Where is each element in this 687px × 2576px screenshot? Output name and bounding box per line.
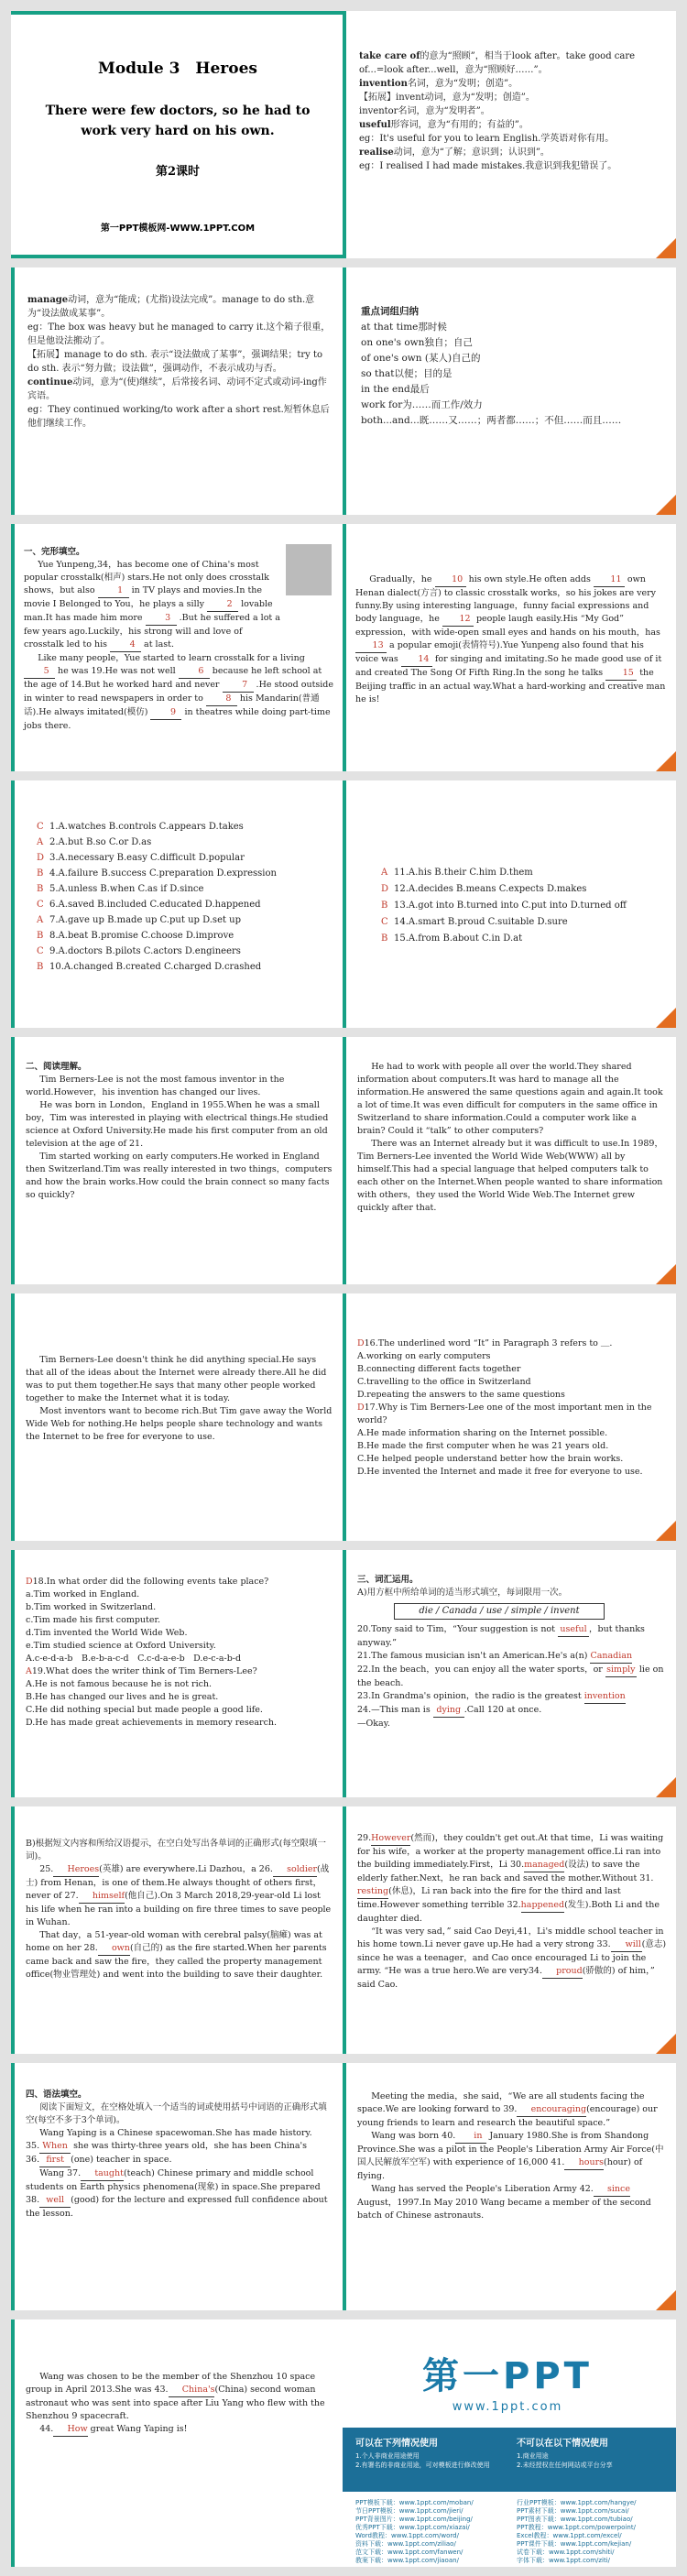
- corner-mark: [656, 2034, 676, 2054]
- question-option: e.Tim studied science at Oxford University.: [26, 1641, 216, 1651]
- choice-options: 14.A.smart B.proud C.suitable D.sure: [394, 917, 568, 927]
- accent-bar: [11, 2063, 15, 2310]
- passage-text: (China) second woman astronaut who was sent into space after Liu Yang who flew with the Shenzhou 9 spacecraft.: [26, 2385, 325, 2421]
- passage-paragraph: He had to work with people all over the world.They shared information about computers.It was hard to manage all the information.He answered the same questions again and again.It took a lot of time.It was even difficult for computers in the same office in Switzerland to share information.Could a computer work like a brain? Could it “talk” to other computers?: [357, 1062, 663, 1136]
- accent-bar: [343, 1550, 346, 1797]
- choice-options: 7.A.gave up B.made up C.put up D.set up: [49, 915, 242, 925]
- corner-mark: [656, 1008, 676, 1028]
- section-header: 四、语法填空。: [26, 2090, 87, 2100]
- forbidden-line: 2.未经授权在任何网站或平台分享: [517, 2461, 613, 2469]
- answer-blank: managed: [524, 1859, 564, 1872]
- answer-letter: D: [357, 1338, 365, 1348]
- answer-blank: in: [455, 2130, 486, 2144]
- accent-bar: [343, 2063, 346, 2310]
- question-option: d.Tim invented the World Wide Web.: [26, 1628, 188, 1638]
- corner-mark: [656, 495, 676, 515]
- question-option: b.Tim worked in Switzerland.: [26, 1602, 157, 1612]
- forbidden-line: 1.商业用途: [517, 2452, 549, 2460]
- choice-row: [37, 897, 335, 912]
- phrase-item: at that time那时候: [361, 322, 447, 333]
- passage-text: because he left school at the age of 14.But he worked hard and never: [24, 666, 322, 690]
- accent-bar: [343, 1037, 346, 1284]
- passage-text: 44.: [39, 2424, 54, 2434]
- example: eg：They continued working/to work after a short rest.短暂休息后他们继续工作。: [27, 405, 330, 429]
- answer-blank: However: [371, 1832, 410, 1846]
- resource-link[interactable]: 节日PPT模板：www.1ppt.com/jieri/: [355, 2507, 463, 2515]
- definition: 动词，意为“了解；意识到；认识到”。: [393, 147, 550, 158]
- lesson-subtitle: There were few doctors, so he had to work very hard on his own.: [45, 104, 311, 138]
- question-text: 19.What does the writer think of Tim Berners-Lee?: [31, 1666, 257, 1676]
- cloze-blank: 5: [24, 665, 55, 679]
- section-header: 重点词组归纳: [361, 306, 419, 317]
- choice-row: [37, 819, 335, 835]
- slide-reading-3: [11, 1293, 344, 1541]
- accent-bar: [343, 524, 346, 771]
- answer-blank: Canadian: [590, 1650, 632, 1664]
- corner-mark: [656, 2290, 676, 2310]
- answer-letter: A: [26, 1666, 32, 1676]
- corner-mark: [656, 1521, 676, 1541]
- cloze-blank: 1: [98, 584, 129, 598]
- forbidden-title: 不可以在以下情况使用: [517, 2439, 608, 2449]
- slide-phrases: [343, 267, 676, 515]
- choice-options: 15.A.from B.about C.in D.at: [394, 933, 523, 944]
- passage-text: great Wang Yaping is!: [90, 2424, 188, 2434]
- instruction: 阅读下面短文，在空格处填入一个适当的词或使用括号中词语的正确形式填空(每空不多于3个单词)。: [26, 2102, 327, 2125]
- passage-text: (teach) Chinese primary and middle school students on Earth physics phenomena(现象) in space.She prepared: [26, 2168, 321, 2192]
- question-option: A.He made information sharing on the Internet possible.: [357, 1428, 608, 1438]
- resource-link[interactable]: 范文下载：www.1ppt.com/fanwen/: [355, 2549, 463, 2556]
- choice-options: 5.A.unless B.when C.as if D.since: [49, 884, 204, 894]
- accent-bar: [343, 1293, 346, 1541]
- passage-text: (休息)，Li ran back into the fire for the third and last time.However something terrible 32.: [357, 1886, 621, 1910]
- passage-text: (他自己).On 3 March 2018,29-year-old Li lost his life when he ran into a building on fire three times to save people in Wuhan.: [26, 1891, 332, 1927]
- choice-row: [37, 912, 335, 928]
- answer-letter: B: [37, 868, 44, 879]
- passage-text: Wang 37.: [39, 2168, 82, 2178]
- answer-letter: D: [357, 1403, 365, 1413]
- resource-link[interactable]: 字体下载：www.1ppt.com/ziti/: [517, 2557, 611, 2564]
- expand-note: 【拓展】invent动词，意为“发明；创造”。: [359, 93, 535, 103]
- slide-choices-2: [343, 780, 676, 1028]
- answer-blank: Heroes: [53, 1863, 99, 1877]
- answer-letter: D: [381, 884, 389, 894]
- section-header: 二、阅读理解。: [26, 1062, 87, 1072]
- answer-blank: resting: [357, 1885, 388, 1899]
- site-credit: 第一PPT模板网-WWW.1PPT.COM: [100, 224, 256, 234]
- cloze-blank: 4: [110, 639, 141, 652]
- resource-link[interactable]: 优秀PPT下载：www.1ppt.com/xiazai/: [355, 2524, 470, 2531]
- passage-text: .He stood outside in winter to read newspapers in order to: [24, 680, 333, 704]
- answer-letter: B: [37, 931, 44, 941]
- instruction: A)用方框中所给单词的适当形式填空，每词限用一次。: [357, 1588, 568, 1598]
- slide-fill-1: [11, 1806, 344, 2054]
- passage-text: in TV plays and movies.In the movie I Belonged to You，he plays a silly: [24, 585, 263, 609]
- passage-text: January 1980.She is from Shandong Province.She was a pilot in the People's Liberation Army Air Force(中国人民解放军空军) with experience of 16,000 41.: [357, 2131, 664, 2167]
- section-header: 三、词汇运用。: [357, 1575, 419, 1585]
- usage-band: [343, 2428, 676, 2492]
- answer-blank: will: [611, 1938, 642, 1952]
- definition: 动词，意为“能成；(尤指)设法完成”。manage to do sth.意为“设法做成某事”。: [27, 295, 315, 319]
- question-text: ，but thanks anyway.”: [357, 1624, 645, 1648]
- question-option: A.He is not famous because he is not rich.: [26, 1679, 213, 1689]
- resource-link[interactable]: 资料下载：www.1ppt.com/ziliao/: [355, 2540, 456, 2548]
- answer-letter: B: [37, 962, 44, 972]
- answer-blank: himself: [79, 1890, 125, 1904]
- question-text: 21.The famous musician isn't an American.He's a(n): [357, 1651, 588, 1661]
- passage-text: 36.: [26, 2155, 40, 2165]
- passage-text: the Beijing traffic in an actual way.What a hard-working and creative man he is!: [355, 668, 666, 704]
- passage-text: Wang Yaping is a Chinese spacewoman.She has made history.: [39, 2128, 312, 2138]
- slide-choices-1: [11, 780, 344, 1028]
- choice-options: 3.A.necessary B.easy C.difficult D.popular: [49, 853, 245, 863]
- passage-text: (hour) of flying.: [357, 2157, 643, 2181]
- lesson-number: 第2课时: [155, 165, 201, 179]
- passage-text: 35.: [26, 2141, 40, 2151]
- resource-link[interactable]: 试卷下载：www.1ppt.com/shiti/: [517, 2549, 615, 2556]
- slide-questions-2: [11, 1550, 344, 1797]
- passage-paragraph: Tim Berners-Lee doesn't think he did anything special.He says that all of the ideas about the Internet were already there.All he did was to put them together.He says that many other people worked together to make the Internet what it is today.: [26, 1355, 327, 1403]
- question-text: 22.In the beach，you can enjoy all the water sports，or: [357, 1665, 603, 1675]
- question-option: C.travelling to the office in Switzerland: [357, 1377, 531, 1387]
- keyword: invention: [359, 79, 408, 89]
- definition: 形容词，意为“有用的；有益的”。: [390, 120, 529, 130]
- question-text: 16.The underlined word “It” in Paragraph 3 refers to ＿.: [364, 1338, 613, 1348]
- answer-blank: simply: [605, 1664, 637, 1677]
- passage-text: (发生).Both Li and the daughter died.: [357, 1900, 660, 1924]
- phrase-item: work for为……而工作/效力: [361, 399, 483, 410]
- resource-link[interactable]: PPT课件下载：www.1ppt.com/kejian/: [517, 2540, 632, 2548]
- passage-paragraph: Most inventors want to become rich.But Tim gave away the World Wide Web for nothing.He helps people share technology and wants the Internet to be free for everyone to use.: [26, 1406, 333, 1442]
- question-text: 23.In Grandma's opinion，the radio is the greatest: [357, 1691, 582, 1701]
- answer-blank: soldier: [273, 1863, 317, 1877]
- passage-text: at last.: [144, 639, 174, 649]
- answer-letter: C: [37, 946, 44, 956]
- passage-text: lovable man.It has made him more: [24, 599, 273, 623]
- passage-text: Wang has served the People's Liberation Army 42.: [371, 2184, 594, 2194]
- resource-link[interactable]: PPT素材下载：www.1ppt.com/sucai/: [517, 2507, 629, 2515]
- resource-link[interactable]: PPT图表下载：www.1ppt.com/tubiao/: [517, 2516, 633, 2523]
- choice-options: 12.A.decides B.means C.expects D.makes: [394, 884, 587, 894]
- choice-options: 2.A.but B.so C.or D.as: [49, 837, 152, 847]
- passage-text: Meeting the media，she said，“We are all students facing the space.We are looking forward to 39.: [357, 2091, 645, 2114]
- choice-row: [381, 865, 667, 881]
- passage-paragraph: He was born in London，England in 1955.When he was a small boy，Tim was interested in playing with electrical things.He studied science at Oxford University.He made his first computer from an old television at the age of 21.: [26, 1100, 329, 1149]
- answer-letter: B: [37, 884, 44, 894]
- question-option: c.Tim made his first computer.: [26, 1615, 160, 1625]
- passage-text: (战士) from Henan，is one of them.He always thought of others first，never of 27.: [26, 1864, 330, 1901]
- answer-letter: C: [37, 822, 44, 832]
- passage-text: people laugh easily.His “My God” expression，with wide-open small eyes and hands on his mouth，has: [355, 614, 660, 638]
- resource-link[interactable]: Word教程：www.1ppt.com/word/: [355, 2532, 459, 2539]
- accent-bar: [11, 2319, 15, 2567]
- resource-link[interactable]: 教案下载：www.1ppt.com/jiaoan/: [355, 2557, 459, 2564]
- choice-row: [381, 931, 667, 947]
- question-option: A.c-e-d-a-b B.e-b-a-c-d C.c-d-a-e-b D.e-c-a-b-d: [26, 1654, 242, 1664]
- choice-row: [37, 835, 335, 850]
- question-option: B.He made the first computer when he was 21 years old.: [357, 1441, 609, 1451]
- section-header: 一、完形填空。: [24, 547, 85, 557]
- choice-row: [381, 914, 667, 931]
- answer-blank: invention: [584, 1690, 626, 1704]
- cloze-blank: 11: [594, 573, 625, 587]
- cloze-blank: 3: [146, 612, 177, 626]
- keyword: realise: [359, 147, 394, 158]
- accent-bar: [11, 524, 15, 771]
- answer-blank: How: [53, 2423, 87, 2437]
- accent-bar: [11, 1806, 15, 2054]
- choice-row: [37, 928, 335, 944]
- resource-links: [343, 2494, 676, 2567]
- answer-letter: A: [37, 915, 44, 925]
- cloze-blank: 13: [355, 639, 387, 653]
- example: eg：It's useful for you to learn English.学英语对你有用。: [359, 134, 615, 144]
- brand-logo: 第一PPT: [422, 2355, 593, 2397]
- passage-text: August，1997.In May 2010 Wang became a member of the second batch of Chinese astronauts.: [357, 2198, 651, 2221]
- choice-row: [37, 944, 335, 959]
- passage-text: a popular emoji(表情符号).Yue Yunpeng also found that his voice was: [355, 640, 644, 664]
- answer-blank: encouraging: [517, 2103, 586, 2117]
- answer-letter: B: [381, 901, 388, 911]
- question-option: C.He did nothing special but made people a good life.: [26, 1705, 263, 1715]
- definition: 的意为“照顾”，相当于look after。take good care of...=look after...well，意为“照顾好……”。: [359, 51, 636, 75]
- slide-logo: [343, 2319, 676, 2567]
- cloze-blank: 9: [150, 706, 181, 720]
- passage-text: his Mandarin(普通话).He always imitated(模仿): [24, 693, 320, 717]
- cloze-blank: 8: [206, 693, 237, 706]
- passage-text: Wang was chosen to be the member of the Shenzhou 10 space group in April 2013.She was 43.: [26, 2372, 316, 2395]
- slide-reading-1: [11, 1037, 344, 1284]
- allowed-line: 2.有署名的非商业用途，可对模板进行修改使用: [355, 2461, 490, 2469]
- slide-fill-2: [343, 1806, 676, 2054]
- slide-title: [11, 11, 344, 258]
- keyword: take care of: [359, 51, 420, 61]
- answer-blank: taught: [81, 2167, 124, 2181]
- slide-vocab-1: [343, 11, 676, 258]
- slide-cloze-1: [11, 524, 344, 771]
- choice-options: 6.A.saved B.included C.educated D.happened: [49, 900, 261, 910]
- choice-row: [37, 866, 335, 881]
- example: eg：I realised I had made mistakes.我意识到我犯错误了。: [359, 161, 617, 171]
- allowed-line: 1.个人非商业用途使用: [355, 2452, 420, 2460]
- passage-text: (encourage) our young friends to learn and research the beautiful space.”: [357, 2104, 658, 2128]
- passage-text: 29.: [357, 1833, 372, 1843]
- answer-blank: useful: [558, 1623, 589, 1637]
- phrase-item: so that以便；目的是: [361, 368, 453, 379]
- corner-mark: [656, 1264, 676, 1284]
- answer-blank: since: [594, 2183, 630, 2197]
- slide-vocab-2: [11, 267, 344, 515]
- passage-paragraph: Tim started working on early computers.He worked in England then Switzerland.Tim was really interested in two things，computers and how the brain works.How could the brain connect so many facts so quickly?: [26, 1152, 333, 1200]
- choice-row: [37, 850, 335, 866]
- answer-letter: C: [37, 900, 44, 910]
- answer-blank: well: [39, 2194, 71, 2208]
- answer-blank: happened: [521, 1899, 564, 1913]
- choice-options: 10.A.changed B.created C.charged D.crashed: [49, 962, 262, 972]
- question-option: B.He has changed our lives and he is great.: [26, 1692, 219, 1702]
- accent-bar: [343, 11, 346, 258]
- choice-options: 8.A.beat B.promise C.choose D.improve: [49, 931, 234, 941]
- passage-text: she was thirty-three years old，she has been China's: [73, 2141, 308, 2151]
- word-box: die / Canada / use / simple / invent: [394, 1603, 605, 1620]
- cloze-blank: 15: [605, 667, 637, 681]
- accent-bar: [343, 267, 346, 515]
- expand-note: 【拓展】manage to do sth. 表示“设法做成了某事”，强调结果；try to do sth. 表示“努力做；设法做”，强调动作，不表示成功与否。: [27, 350, 323, 374]
- resource-link[interactable]: 行业PPT模板：www.1ppt.com/hangye/: [517, 2499, 637, 2506]
- cloze-blank: 6: [179, 665, 210, 679]
- passage-text: 38.: [26, 2195, 40, 2205]
- answer-letter: C: [381, 917, 388, 927]
- question-text: .Call 120 at once.: [463, 1705, 542, 1715]
- corner-mark: [656, 238, 676, 258]
- corner-mark: [656, 1777, 676, 1797]
- corner-mark: [656, 751, 676, 771]
- definition: inventor名词，意为“发明者”。: [359, 106, 490, 116]
- accent-bar: [11, 1550, 15, 1797]
- choice-options: 9.A.doctors B.pilots C.actors D.engineers: [49, 946, 241, 956]
- passage-text: Like many people，Yue started to learn crosstalk for a living: [38, 653, 305, 663]
- accent-bar: [11, 780, 15, 1028]
- answer-letter: D: [37, 853, 45, 863]
- passage-text: Yue Yunpeng,34，has become one of China's most popular crosstalk(相声) stars.He not only does crosstalk shows，but also: [24, 560, 269, 595]
- accent-bar: [11, 255, 344, 258]
- answer-letter: B: [381, 933, 388, 944]
- answer-letter: D: [26, 1577, 33, 1587]
- passage-text: in theatres while doing part-time jobs there.: [24, 707, 331, 731]
- slide-grammar-3: [11, 2319, 344, 2567]
- resource-link[interactable]: PPT教程：www.1ppt.com/powerpoint/: [517, 2524, 636, 2531]
- phrase-item: both...and...既……又……；两者都……；不但……而且……: [361, 415, 622, 426]
- cloze-blank: 14: [401, 653, 432, 667]
- passage-text: (意志) since he was a teenager，and Cao once encouraged Li to join the army. “He was a true hero.We are very34.: [357, 1939, 667, 1976]
- accent-bar: [11, 11, 344, 15]
- passage-paragraph: There was an Internet already but it was difficult to use.In 1989，Tim Berners-Lee invented the World Wide Web(WWW) all by himself.This had a special language that helped computers talk to each other on the Internet.When people wanted to share information with others，they used the World Wide Web.The Internet grew quickly after that.: [357, 1139, 663, 1213]
- passage-text: (good) for the lecture and expressed full confidence about the lesson.: [26, 2195, 328, 2219]
- question-option: B.connecting different facts together: [357, 1364, 521, 1374]
- cloze-blank: 10: [435, 573, 466, 587]
- allowed-title: 可以在下列情况使用: [355, 2439, 438, 2449]
- phrase-item: of one's own (某人)自己的: [361, 353, 481, 364]
- question-option: D.He has made great achievements in memory research.: [26, 1718, 278, 1728]
- slide-grammar-1: [11, 2063, 344, 2310]
- definition: 动词，意为“(使)继续”，后常接名词、动词不定式或动词-ing作宾语。: [27, 377, 327, 401]
- answer-blank: dying: [433, 1704, 464, 1718]
- accent-bar: [343, 780, 346, 1028]
- choice-options: 11.A.his B.their C.him D.them: [394, 868, 533, 878]
- slide-questions-1: [343, 1293, 676, 1541]
- question-option: D.repeating the answers to the same questions: [357, 1390, 565, 1400]
- question-option: A.working on early computers: [357, 1351, 491, 1361]
- keyword: useful: [359, 120, 391, 130]
- passage-text: “It was very sad，” said Cao Deyi,41，Li's middle school teacher in his home town.Li never gave up.He had a very strong 33.: [357, 1927, 664, 1949]
- answer-blank: hours: [564, 2156, 604, 2170]
- passage-text: Gradually，he: [369, 574, 432, 584]
- slide-cloze-2: [343, 524, 676, 771]
- answer-blank: China's: [169, 2384, 215, 2397]
- passage-text: he was 19.He was not well: [58, 666, 176, 676]
- keyword: continue: [27, 377, 73, 387]
- passage-text: That day，a 51-year-old woman with cerebral palsy(脑瘫) was at home on her 28.: [26, 1930, 322, 1953]
- resource-link[interactable]: Excel教程：www.1ppt.com/excel/: [517, 2532, 622, 2539]
- question-text: —Okay.: [357, 1719, 390, 1729]
- cloze-blank: 12: [442, 613, 474, 627]
- cloze-blank: 7: [223, 679, 254, 693]
- answer-letter: A: [37, 837, 44, 847]
- passage-paragraph: Tim Berners-Lee is not the most famous inventor in the world.However，his invention has changed our lives.: [26, 1075, 285, 1097]
- instruction: B)根据短文内容和所给汉语提示，在空白处写出各单词的正确形式(每空限填一词)。: [26, 1839, 326, 1861]
- brand-url: www.1ppt.com: [452, 2400, 563, 2414]
- question-option: a.Tim worked in England.: [26, 1589, 140, 1599]
- cloze-blank: 2: [207, 598, 238, 612]
- choice-options: 1.A.watches B.controls C.appears D.takes: [49, 822, 244, 832]
- question-text: 20.Tony said to Tim，“Your suggestion is not: [357, 1624, 555, 1634]
- choice-options: 13.A.got into B.turned into C.put into D.turned off: [394, 901, 627, 911]
- passage-text: (设法) to save the elderly father.Next，he ran back and saved the mother.Without 31.: [357, 1860, 654, 1883]
- passage-text: (one) teacher in space.: [71, 2155, 172, 2165]
- passage-text: (英雄) are everywhere.Li Dazhou，a 26.: [99, 1864, 273, 1874]
- resource-link[interactable]: PPT背景图片：www.1ppt.com/beijing/: [355, 2516, 473, 2523]
- choice-row: [37, 881, 335, 897]
- answer-blank: proud: [542, 1965, 583, 1979]
- question-text: 18.In what order did the following events take place?: [32, 1577, 269, 1587]
- slide-vocab-use: [343, 1550, 676, 1797]
- passage-text: his own style.He often adds: [468, 574, 591, 584]
- choice-options: 4.A.failure B.success C.preparation D.expression: [49, 868, 277, 879]
- definition: 名词，意为“发明；创造”。: [407, 79, 518, 89]
- question-option: C.He helped people understand better how the brain works.: [357, 1454, 624, 1464]
- accent-bar: [343, 1806, 346, 2054]
- passage-text: for singing and imitating.So he made good use of it and created The Song Of Fifth Ring.In the song he talks: [355, 654, 662, 678]
- question-text: 24.—This man is: [357, 1705, 431, 1715]
- phrase-item: in the end最后: [361, 384, 430, 395]
- passage-text: .But he suffered a lot a few years ago.Luckily，his strong will and love of crosstalk led to his: [24, 613, 280, 649]
- passage-text: (自己的) as the fire started.When her parents came back and saw the fire，they called the property management office(物业管理处) and went into the building to save their daughter.: [26, 1943, 327, 1980]
- slide-grammar-2: [343, 2063, 676, 2310]
- question-text: 17.Why is Tim Berners-Lee one of the most important men in the world?: [357, 1403, 652, 1425]
- resource-link[interactable]: PPT模板下载：www.1ppt.com/moban/: [355, 2499, 474, 2506]
- answer-blank: own: [98, 1942, 130, 1956]
- answer-blank: When: [39, 2140, 71, 2154]
- accent-bar: [11, 267, 15, 515]
- choice-row: [381, 881, 667, 898]
- question-text: lie on the beach.: [357, 1665, 664, 1688]
- passage-text: (然而)，they couldn't get out.At that time，Li was waiting for his wife，a worker at the property management office.Li ran into the building immediately.First，Li 30.: [357, 1833, 664, 1870]
- passage-text: Wang was born 40.: [371, 2131, 456, 2141]
- keyword: manage: [27, 295, 69, 305]
- accent-bar: [11, 1037, 15, 1284]
- passage-text: own Henan dialect(方言) to classic crosstalk works，so his jokes are very funny.By using interesting language，funny facial expressions and body language，he: [355, 574, 657, 624]
- choice-row: [381, 898, 667, 914]
- choice-row: [37, 959, 335, 975]
- accent-bar: [11, 1293, 15, 1541]
- slide-reading-2: [343, 1037, 676, 1284]
- example: eg：The box was heavy but he managed to carry it.这个箱子很重，但是他设法搬动了。: [27, 322, 331, 346]
- question-option: D.He invented the Internet and made it free for everyone to use.: [357, 1467, 643, 1477]
- passage-text: 25.: [39, 1864, 54, 1874]
- passage-text: (骄傲的) of him，” said Cao.: [357, 1966, 655, 1990]
- answer-blank: first: [39, 2154, 71, 2167]
- answer-letter: A: [381, 868, 388, 878]
- phrase-item: on one's own独自；自己: [361, 337, 473, 348]
- module-title: Module 3 Heroes: [98, 60, 257, 78]
